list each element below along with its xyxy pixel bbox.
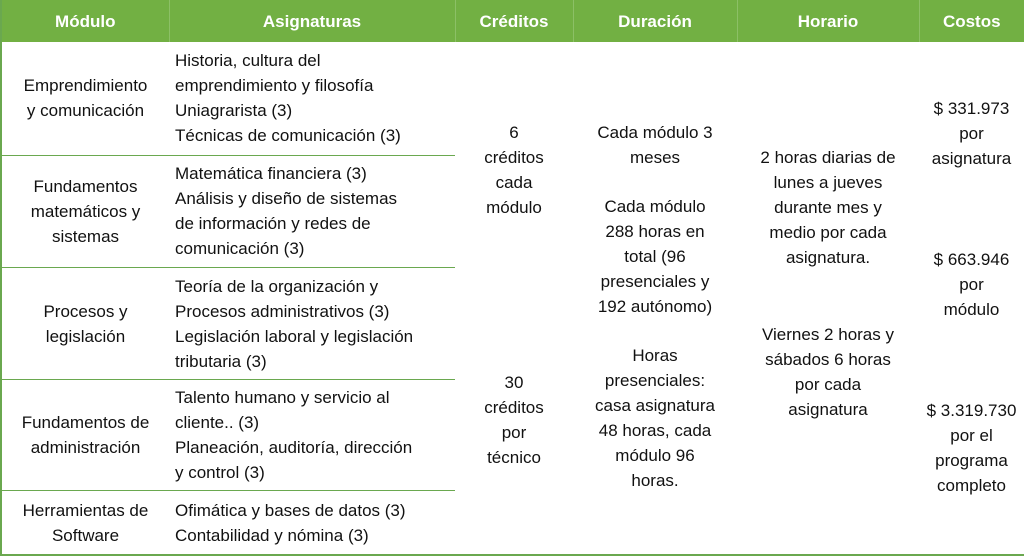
asignatura-text: Técnicas de comunicación (3)	[175, 126, 401, 146]
asignatura-text: y control (3)	[175, 463, 265, 483]
asignatura-text: cliente.. (3)	[175, 413, 260, 433]
duracion-text: 288 horas en	[605, 222, 705, 241]
creditos-text: créditos	[484, 398, 544, 417]
asignatura-text: emprendimiento y filosofía	[175, 76, 374, 96]
horario-text: asignatura.	[785, 248, 871, 267]
horario-text: sábados 6 horas	[765, 350, 891, 369]
duracion-text: presenciales y	[600, 272, 710, 291]
header-costos: Costos	[919, 0, 1024, 42]
asignatura-text: de información y redes de	[175, 214, 371, 234]
asignatura-text: Matemática financiera (3)	[175, 164, 367, 184]
horario-text: 2 horas diarias de	[760, 148, 896, 167]
creditos-text: créditos	[484, 148, 544, 167]
costos-text: por	[959, 124, 984, 143]
asignatura-text: Ofimática y bases de datos (3)	[175, 500, 406, 520]
costos-text: programa	[935, 451, 1008, 470]
asignaturas-cell	[169, 267, 455, 379]
creditos-text: 6	[509, 123, 519, 142]
duracion-text: Horas	[632, 346, 678, 365]
modulo-text: Procesos y	[43, 301, 128, 321]
creditos-text: por	[501, 423, 527, 442]
header-creditos: Créditos	[455, 0, 573, 42]
table-row	[1, 42, 1024, 155]
duracion-text: presenciales:	[604, 371, 706, 390]
asignatura-text: tributaria (3)	[175, 351, 267, 371]
horario-text: por cada	[794, 375, 862, 394]
duracion-cell	[573, 42, 737, 555]
asignaturas-cell	[169, 42, 455, 155]
duracion-text: meses	[629, 148, 681, 167]
duracion-text: casa asignatura	[594, 396, 716, 415]
modulo-cell	[1, 380, 169, 491]
horario-text: Viernes 2 horas y	[762, 325, 894, 344]
costos-text: $ 3.319.730	[926, 401, 1017, 420]
modulo-cell	[1, 155, 169, 267]
modulo-cell	[1, 491, 169, 555]
horario-text: medio por cada	[769, 223, 887, 242]
creditos-cell	[455, 42, 573, 555]
duracion-text: módulo 96	[615, 446, 695, 465]
modulo-cell	[1, 42, 169, 155]
costos-text: completo	[937, 476, 1006, 495]
asignatura-text: comunicación (3)	[175, 239, 305, 259]
costos-text: $ 663.946	[933, 250, 1010, 269]
modulo-text: Emprendimiento	[23, 76, 148, 96]
creditos-text: técnico	[487, 448, 541, 467]
header-duracion: Duración	[573, 0, 737, 42]
costos-text: por	[959, 275, 984, 294]
duracion-text: 192 autónomo)	[597, 297, 713, 316]
costos-text: módulo	[943, 300, 1000, 319]
header-modulo: Módulo	[1, 0, 169, 42]
header-asignaturas: Asignaturas	[169, 0, 455, 42]
duracion-text: total (96	[624, 247, 686, 266]
duracion-text: Cada módulo 3	[597, 123, 713, 142]
asignaturas-cell	[169, 155, 455, 267]
asignatura-text: Talento humano y servicio al	[175, 388, 390, 408]
costos-text: por el	[950, 426, 993, 445]
modulo-text: y comunicación	[26, 101, 145, 121]
modulo-text: Fundamentos	[33, 176, 138, 196]
creditos-text: cada	[495, 173, 533, 192]
asignatura-text: Uniagrarista (3)	[175, 101, 293, 121]
asignatura-text: Procesos administrativos (3)	[175, 301, 390, 321]
asignatura-text: Planeación, auditoría, dirección	[175, 438, 413, 458]
modulo-text: sistemas	[51, 226, 120, 246]
asignaturas-cell	[169, 380, 455, 491]
asignatura-text: Historia, cultura del	[175, 51, 321, 71]
modulo-text: matemáticos y	[30, 201, 141, 221]
asignatura-text: Legislación laboral y legislación	[175, 326, 414, 346]
duracion-text: horas.	[631, 471, 679, 490]
costos-text: asignatura	[931, 149, 1012, 168]
creditos-text: módulo	[486, 198, 542, 217]
modulo-text: Herramientas de	[22, 500, 149, 520]
horario-cell	[737, 42, 919, 555]
horario-text: asignatura	[788, 400, 868, 419]
horario-text: lunes a jueves	[773, 173, 883, 192]
duracion-text: Cada módulo	[604, 197, 706, 216]
asignaturas-cell	[169, 491, 455, 555]
modulo-text: administración	[30, 438, 141, 458]
modulo-text: Fundamentos de	[21, 413, 150, 433]
header-horario: Horario	[737, 0, 919, 42]
asignatura-text: Teoría de la organización y	[175, 276, 379, 296]
asignatura-text: Análisis y diseño de sistemas	[175, 189, 398, 209]
duracion-text: 48 horas, cada	[598, 421, 712, 440]
modulo-cell	[1, 267, 169, 379]
modulo-text: legislación	[45, 326, 126, 346]
asignatura-text: Contabilidad y nómina (3)	[175, 525, 369, 545]
header-row	[1, 0, 1024, 42]
modulo-text: Software	[51, 525, 120, 545]
costos-text: $ 331.973	[933, 99, 1010, 118]
horario-text: durante mes y	[774, 198, 882, 217]
costos-cell	[919, 42, 1024, 555]
creditos-text: 30	[504, 373, 524, 392]
